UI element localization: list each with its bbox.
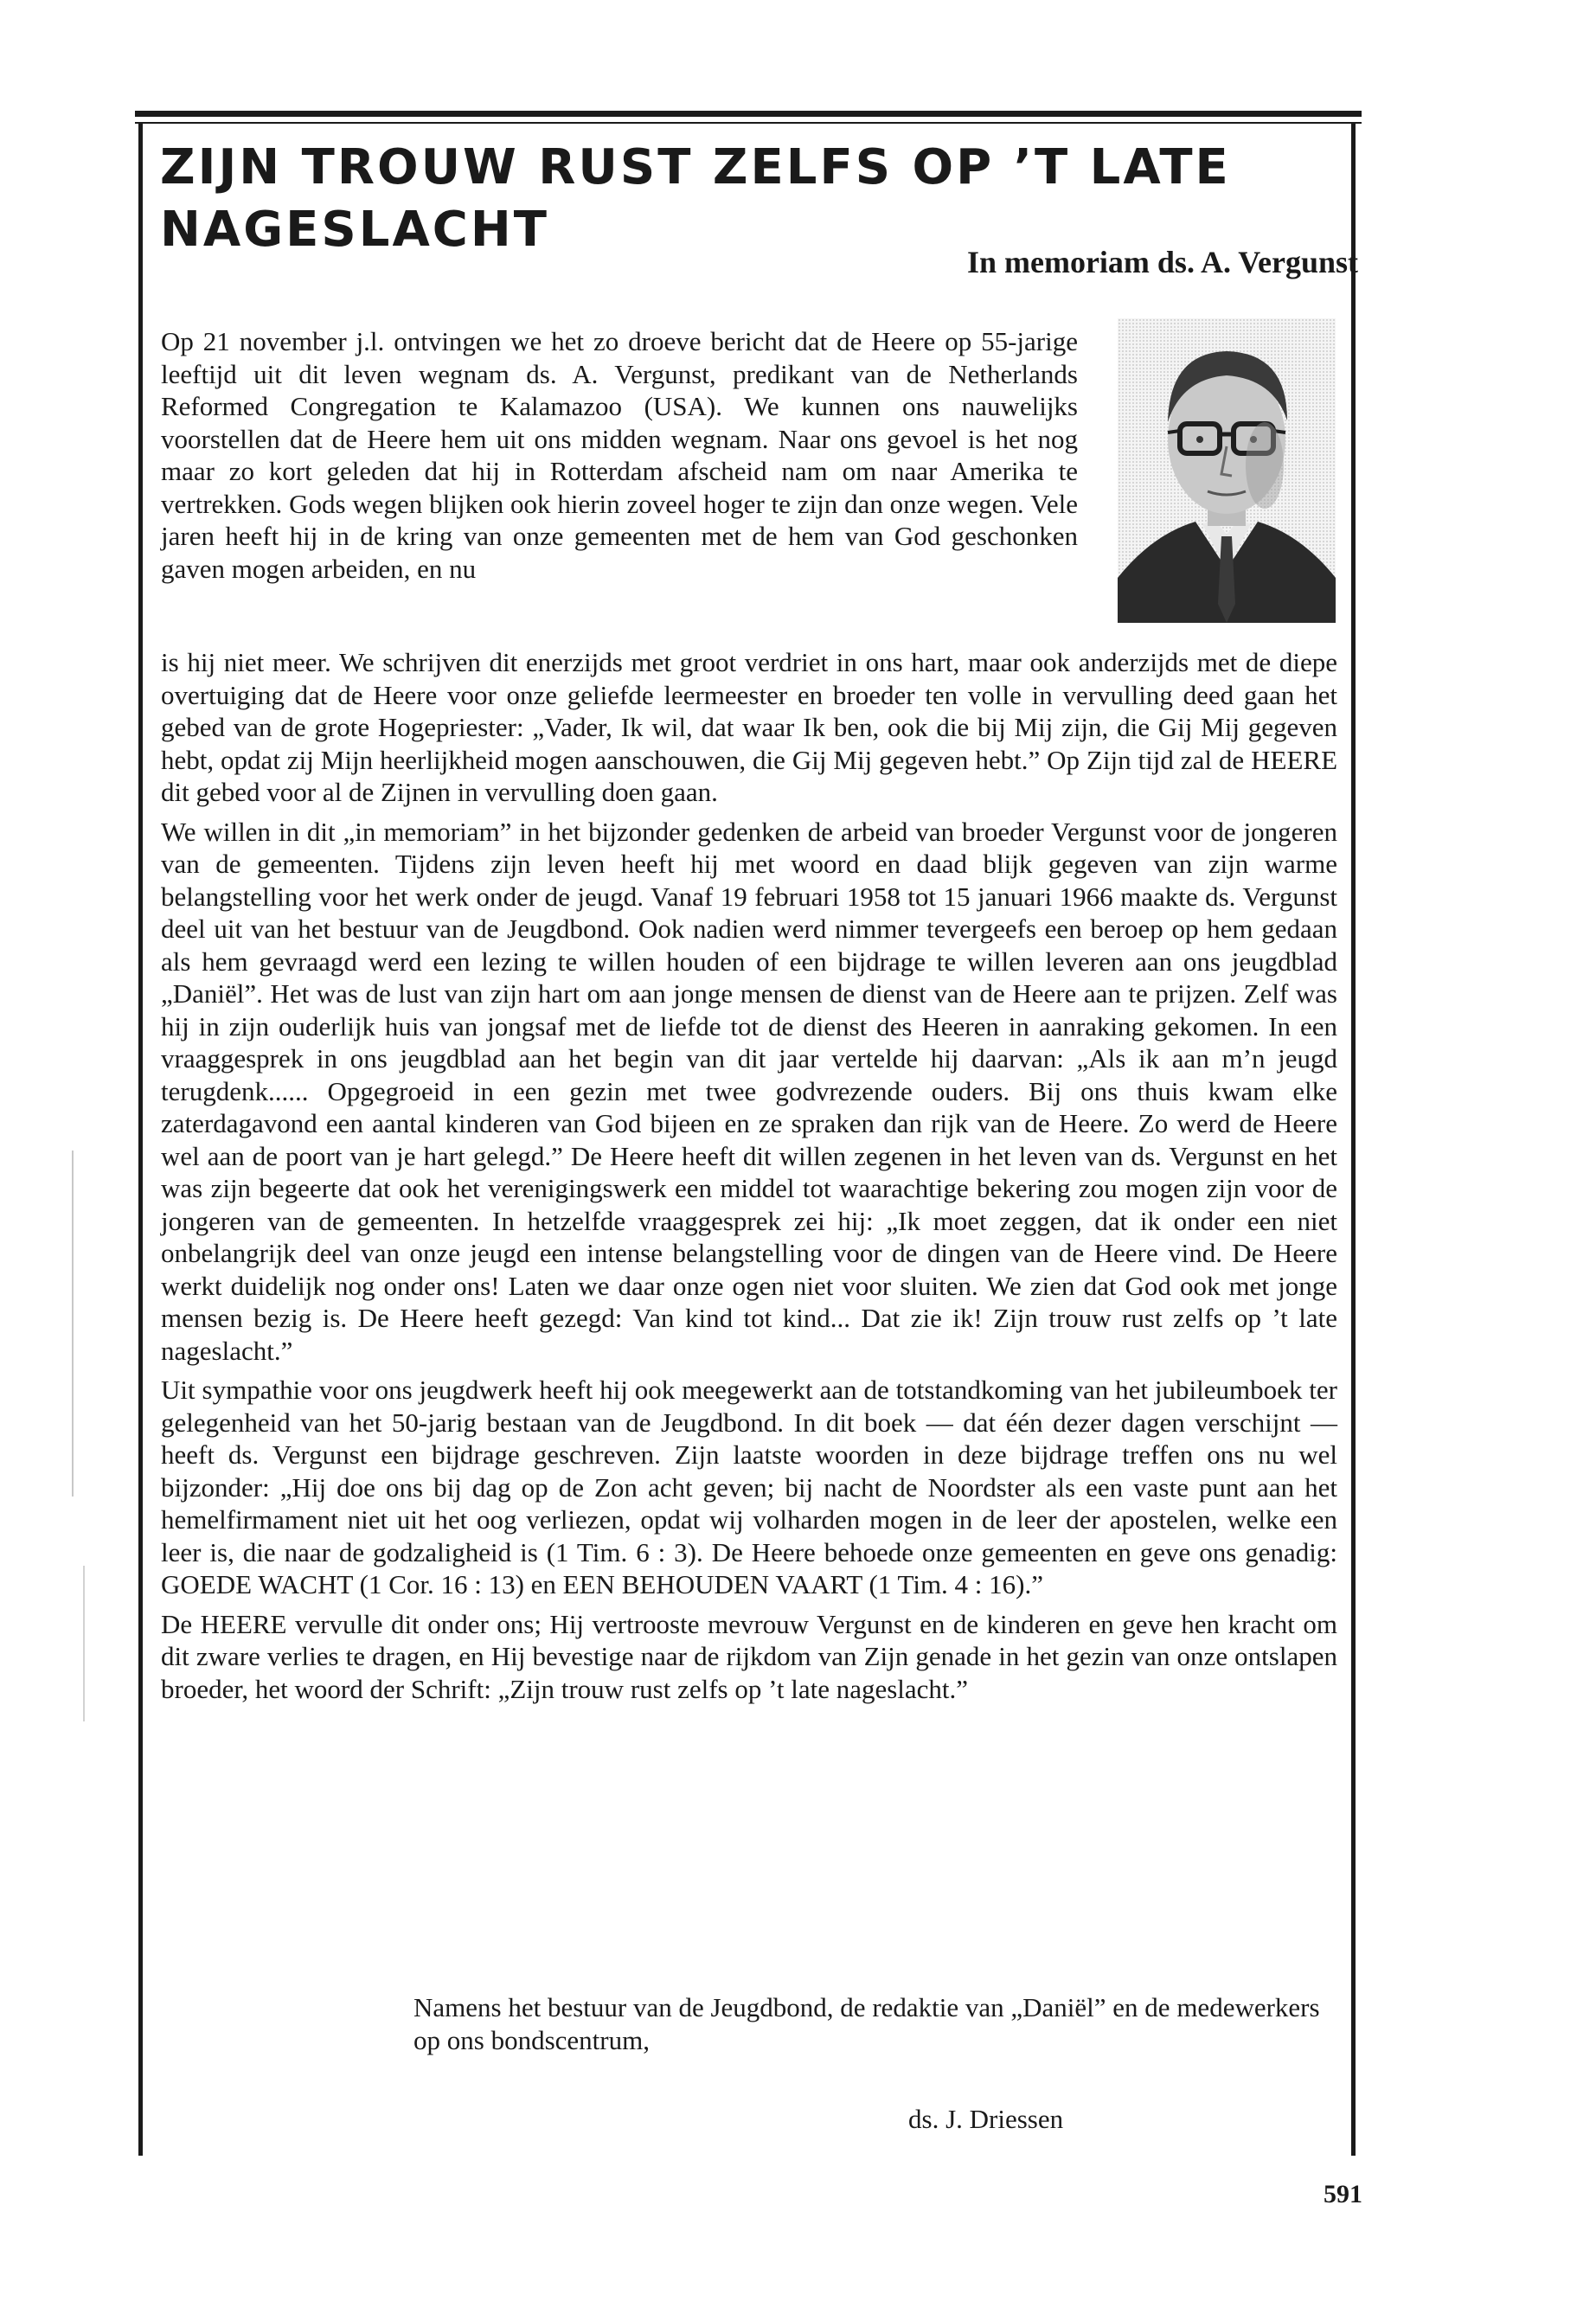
page-number: 591 xyxy=(1324,2180,1362,2208)
article-body xyxy=(161,646,1337,1712)
body-paragraph: De HEERE vervulle dit onder ons; Hij vertrooste mevrouw Vergunst en de kinderen en geve hen kracht om dit zware verlies te dragen, en Hij bevestige naar de rijkdom van Zijn genade in het gezin van onze ontslapen broeder, het woord der Schrift: „Zijn trouw rust zelfs op ’t late nageslacht.” xyxy=(161,1608,1337,1704)
margin-mark xyxy=(72,1150,74,1497)
top-border-rule xyxy=(135,111,1362,117)
margin-mark xyxy=(83,1566,85,1721)
portrait-illustration xyxy=(1118,318,1336,623)
signature-lines: Namens het bestuur van de Jeugdbond, de redaktie van „Daniël” en de medewerkers op ons bondscentrum, xyxy=(413,1992,1320,2055)
left-border-rule xyxy=(138,123,143,2156)
right-border-rule xyxy=(1351,123,1356,2156)
body-paragraph: We willen in dit „in memoriam” in het bijzonder gedenken de arbeid van broeder Vergunst voor de jongeren van de gemeenten. Tijdens zijn leven heeft hij met woord en daad blijk gegeven van zijn warme belangstelling voor het werk onder de jeugd. Vanaf 19 februari 1958 tot 15 januari 1966 maakte ds. Vergunst deel uit van het bestuur van de Jeugdbond. Ook nadien werd nimmer tevergeefs een beroep op hem gedaan als hem gevraagd werd een lezing te willen houden of een bijdrage te willen leveren aan ons jeugdblad „Daniël”. Het was de lust van zijn hart om aan jonge mensen de dienst van de Heere aan te prijzen. Zelf was hij in zijn ouderlijk huis van jongsaf met de liefde tot de dienst des Heeren in aanraking gekomen. In een vraaggesprek in ons jeugdblad aan het begin van dit jaar vertelde hij daarvan: „Als ik aan m’n jeugd terugdenk...... Opgegroeid in een gezin met twee godvrezende ouders. Bij ons thuis kwam elke zaterdagavond een aantal kinderen van God bijeen en ze spraken dan rijk van de Heere. Zo werd de Heere wel aan de poort van je hart gelegd.” De Heere heeft dit willen zegenen in het leven van ds. Vergunst en het was zijn begeerte dat ook het verenigingswerk een middel tot waarachtige bekering zou mogen zijn voor de jongeren van de gemeenten. In hetzelfde vraaggesprek zei hij: „Ik moet zeggen, dat ik onder een niet onbelangrijk deel van onze jeugd een intense belangstelling voor de dingen van de Heere vind. De Heere werkt duidelijk nog onder ons! Laten we daar onze ogen niet voor sluiten. We zien dat God ook met jonge mensen bezig is. De Heere heeft gezegd: Van kind tot kind... Dat zie ik! Zijn trouw rust zelfs op ’t late nageslacht.” xyxy=(161,816,1337,1366)
intro-paragraph: Op 21 november j.l. ontvingen we het zo droeve bericht dat de Heere op 55-jarige leeftijd uit dit leven wegnam ds. A. Vergunst, predikant van de Netherlands Reformed Congregation te Kalamazoo (USA). We kunnen ons nauwelijks voorstellen dat de Heere hem uit ons midden wegnam. Naar ons gevoel is het nog maar zo kort geleden dat hij in Rotterdam afscheid nam om naar Amerika te vertrekken. Gods wegen blijken ook hierin zoveel hoger te zijn dan onze wegen. Vele jaren heeft hij in de kring van onze gemeenten met de hem van God geschonken gaven mogen arbeiden, en nu xyxy=(161,326,1078,584)
article-title: ZIJN TROUW RUST ZELFS OP ’T LATE NAGESLACHT xyxy=(160,139,1231,258)
body-paragraph: Uit sympathie voor ons jeugdwerk heeft hij ook meegewerkt aan de totstandkoming van het jubileumboek ter gelegenheid van het 50-jarig bestaan van de Jeugdbond. In dit boek — dat één dezer dagen verschijnt — heeft ds. Vergunst een bijdrage geschreven. Zijn laatste woorden in deze bijdrage treffen ons nu wel bijzonder: „Hij doe ons bij dag op de Zon acht geven; bij nacht de Noordster als een vaste punt aan het hemelfirmament niet uit het oog verliezen, opdat wij volharden mogen in de leer der apostelen, welke een leer is, die naar de godzaligheid is (1 Tim. 6 : 3). De Heere behoede onze gemeenten en geve ons genadig: GOEDE WACHT (1 Cor. 16 : 13) en EEN BEHOUDEN VAART (1 Tim. 4 : 16).” xyxy=(161,1375,1337,1599)
body-paragraph: is hij niet meer. We schrijven dit enerzijds met groot verdriet in ons hart, maar ook anderzijds met de diepe overtuiging dat de Heere voor onze geliefde leermeester en broeder ten volle in vervulling deed gaan het gebed van de grote Hogepriester: „Vader, Ik wil, dat waar Ik ben, ook die bij Mij zijn, die Gij Mij gegeven hebt, opdat zij Mijn heerlijkheid mogen aanschouwen, die Gij Mij gegeven hebt.” Op Zijn tijd zal de HEERE dit gebed voor al de Zijnen in vervulling doen gaan. xyxy=(161,647,1337,807)
top-border-rule-thin xyxy=(135,122,1362,124)
signature-name: ds. J. Driessen xyxy=(908,2104,1064,2134)
portrait-photo xyxy=(1118,318,1336,623)
article-subtitle: In memoriam ds. A. Vergunst xyxy=(966,245,1358,279)
